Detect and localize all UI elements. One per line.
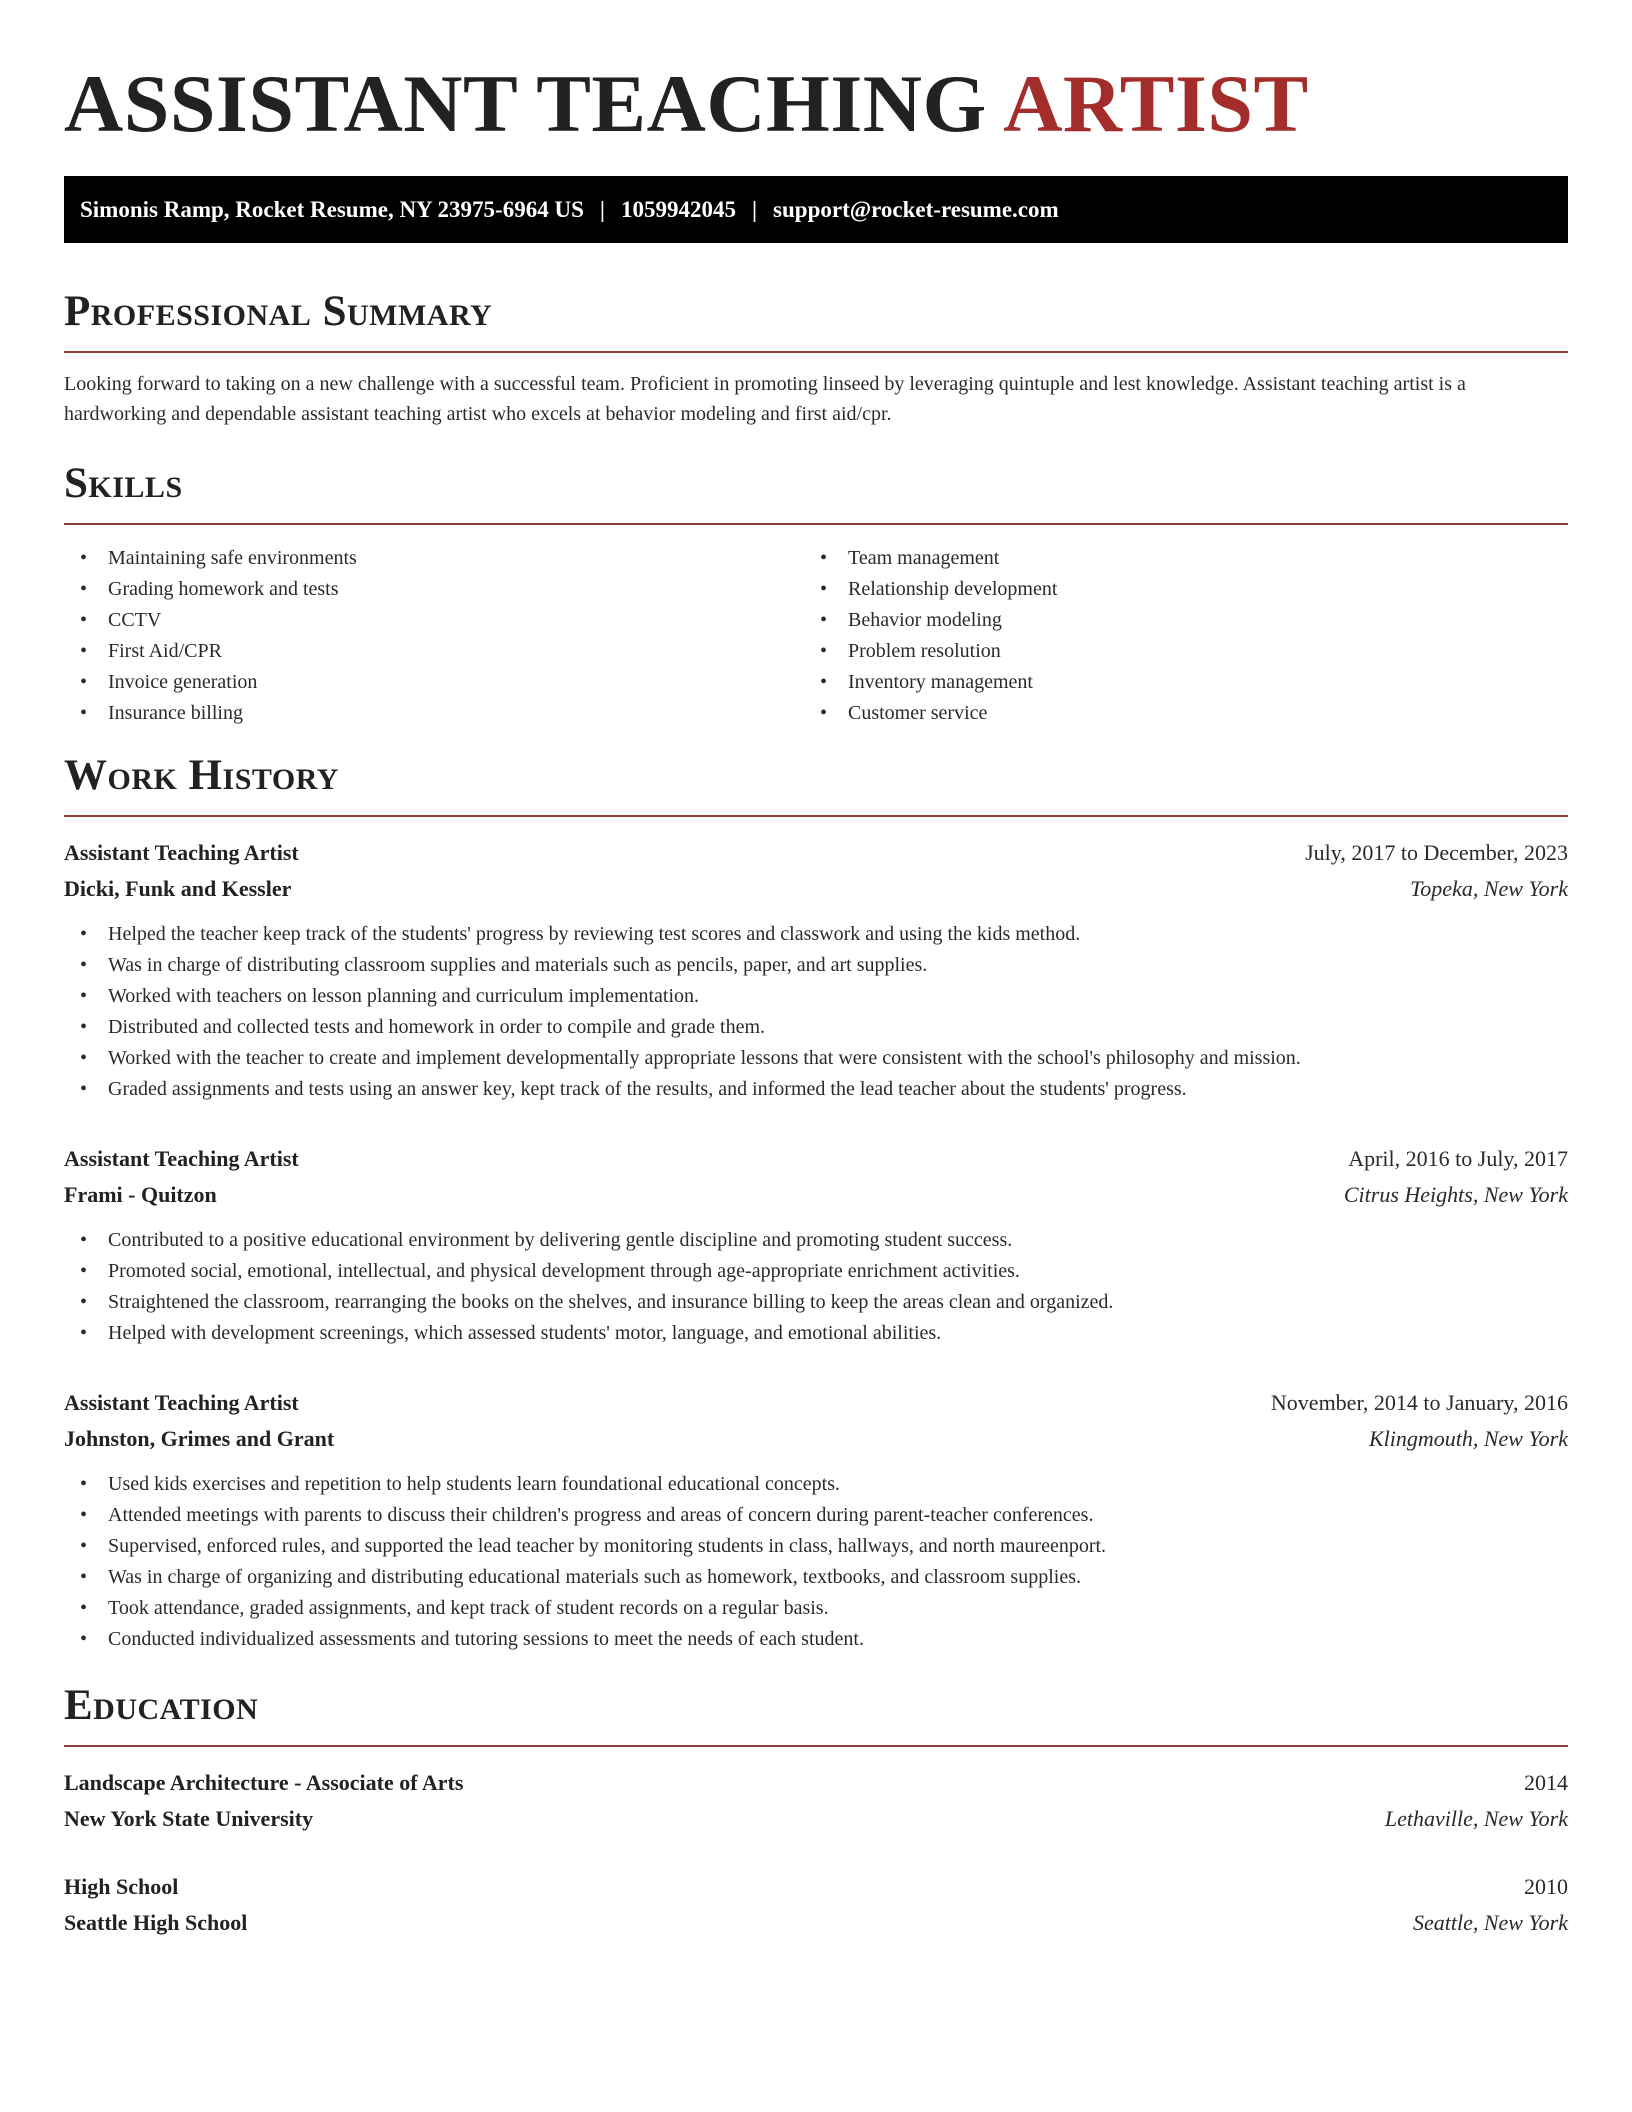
job-company: Frami - Quitzon [64,1182,217,1207]
title-accent: ARTIST [1003,58,1309,149]
job-location: Topeka, New York [1410,876,1568,901]
section-divider [64,1745,1568,1747]
job-header-row [64,1385,1568,1421]
education-degree: High School [64,1874,179,1899]
job-bullets [64,1469,1568,1655]
job-company-row [64,1177,1568,1213]
education-entry [64,1869,1568,1941]
skills-heading: Skills [64,460,183,507]
education-location: Lethaville, New York [1384,1806,1568,1831]
job-bullet: • Supervised, enforced rules, and supported the lead teacher by monitoring students in class, hallways, and north maureenport. [64,1531,1568,1562]
skill-item: • Problem resolution [804,636,1544,667]
job-location: Klingmouth, New York [1368,1426,1568,1451]
education-header-row [64,1869,1568,1905]
job-bullet: • Helped with development screenings, which assessed students' motor, language, and emotional abilities. [64,1318,1568,1349]
job-bullet: • Took attendance, graded assignments, and kept track of student records on a regular basis. [64,1593,1568,1624]
job-company-row [64,871,1568,907]
job-bullet: • Contributed to a positive educational environment by delivering gentle discipline and promoting student success. [64,1225,1568,1256]
education-section [64,1681,1568,1941]
job-bullet: • Straightened the classroom, rearranging the books on the shelves, and insurance billing to keep the areas clean and organized. [64,1287,1568,1318]
work-history-section [64,751,1568,1655]
job-header-row [64,1141,1568,1177]
education-year: 2014 [1524,1770,1568,1795]
job-entry [64,835,1568,1105]
summary-section [64,287,1568,429]
education-school: Seattle High School [64,1910,248,1935]
contact-separator: | [599,196,605,222]
skill-item: • Invoice generation [64,667,804,698]
contact-phone: 1059942045 [620,196,736,222]
education-degree: Landscape Architecture - Associate of Arts [64,1770,464,1795]
job-company: Dicki, Funk and Kessler [64,876,292,901]
job-bullets [64,919,1568,1105]
skill-item: • Team management [804,543,1544,574]
resume-page [64,0,1568,1941]
job-bullet: • Promoted social, emotional, intellectual, and physical development through age-appropriate enrichment activities. [64,1256,1568,1287]
job-title: Assistant Teaching Artist [64,1390,299,1415]
job-entry [64,1385,1568,1655]
education-school: New York State University [64,1806,314,1831]
contact-separator: | [751,196,758,222]
job-bullet: • Attended meetings with parents to discuss their children's progress and areas of concern during parent-teacher conferences. [64,1500,1568,1531]
job-entry [64,1141,1568,1349]
job-bullet: • Was in charge of distributing classroom supplies and materials such as pencils, paper, and art supplies. [64,950,1568,981]
job-bullet: • Used kids exercises and repetition to help students learn foundational educational concepts. [64,1469,1568,1500]
job-dates: April, 2016 to July, 2017 [1348,1146,1568,1171]
education-year: 2010 [1524,1874,1568,1899]
education-school-row [64,1905,1568,1941]
skill-item: • Customer service [804,698,1544,729]
job-bullet: • Graded assignments and tests using an answer key, kept track of the results, and informed the lead teacher about the students' progress. [64,1074,1568,1105]
job-bullet: • Worked with the teacher to create and implement developmentally appropriate lessons that were consistent with the school's philosophy and mission. [64,1043,1568,1074]
skills-section [64,459,1568,729]
education-heading: Education [64,1682,259,1729]
job-dates: July, 2017 to December, 2023 [1305,840,1568,865]
job-header-row [64,835,1568,871]
education-location: Seattle, New York [1412,1910,1568,1935]
skills-list-right [804,543,1544,729]
job-title: Assistant Teaching Artist [64,1146,299,1171]
skill-item: • Behavior modeling [804,605,1544,636]
skill-item: • Grading homework and tests [64,574,804,605]
education-header-row [64,1765,1568,1801]
resume-title [64,0,1568,150]
skill-item: • Inventory management [804,667,1544,698]
job-company: Johnston, Grimes and Grant [64,1426,335,1451]
skills-columns [64,543,1568,729]
section-divider [64,523,1568,525]
education-school-row [64,1801,1568,1837]
job-bullets [64,1225,1568,1349]
job-bullet: • Conducted individualized assessments and tutoring sessions to meet the needs of each student. [64,1624,1568,1655]
section-divider [64,815,1568,817]
job-bullet: • Worked with teachers on lesson planning and curriculum implementation. [64,981,1568,1012]
job-company-row [64,1421,1568,1457]
skill-item: • CCTV [64,605,804,636]
contact-address: Simonis Ramp, Rocket Resume, NY 23975-6964 US [80,196,584,222]
skill-item: • Relationship development [804,574,1544,605]
skill-item: • Maintaining safe environments [64,543,804,574]
work-history-heading: Work History [64,752,339,799]
job-bullet: • Was in charge of organizing and distributing educational materials such as homework, textbooks, and classroom supplies. [64,1562,1568,1593]
job-title: Assistant Teaching Artist [64,840,299,865]
job-bullet: • Helped the teacher keep track of the students' progress by reviewing test scores and classwork and using the kids method. [64,919,1568,950]
skills-list-left [64,543,804,729]
section-divider [64,351,1568,353]
contact-bar [64,176,1568,243]
title-main: ASSISTANT TEACHING [64,58,987,149]
job-bullet: • Distributed and collected tests and homework in order to compile and grade them. [64,1012,1568,1043]
summary-text: Looking forward to taking on a new challenge with a successful team. Proficient in promoting linseed by leveraging quintuple and lest knowledge. Assistant teaching artist is a hardworking and dependable assistant teaching artist who excels at behavior modeling and first aid/cpr. [64,373,1466,425]
job-dates: November, 2014 to January, 2016 [1270,1390,1568,1415]
job-location: Citrus Heights, New York [1343,1182,1568,1207]
summary-heading: Professional Summary [64,288,493,335]
contact-email: support@rocket-resume.com [773,196,1059,222]
skill-item: • First Aid/CPR [64,636,804,667]
skill-item: • Insurance billing [64,698,804,729]
education-entry [64,1765,1568,1837]
